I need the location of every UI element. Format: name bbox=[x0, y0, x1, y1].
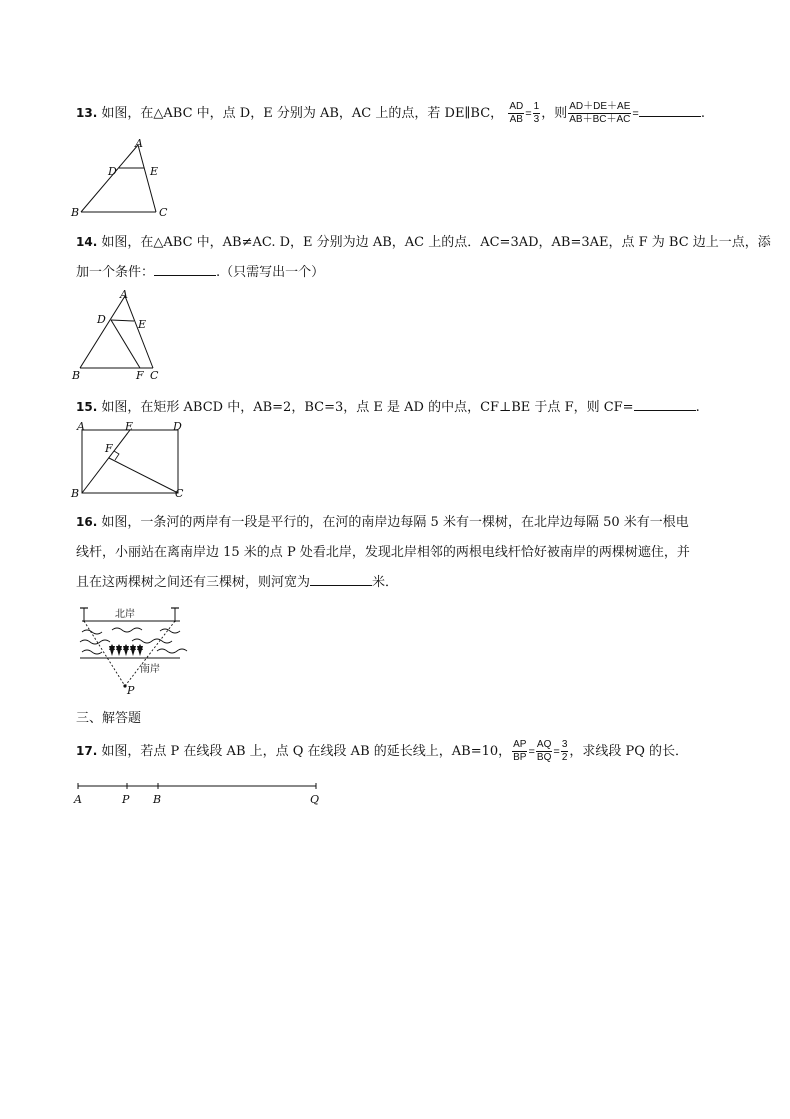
label-b: B bbox=[153, 793, 162, 806]
answer-blank[interactable] bbox=[310, 573, 372, 586]
rectangle-figure-15 bbox=[68, 418, 193, 500]
question-15: 15. 如图，在矩形 ABCD 中，AB=2，BC=3，点 E 是 AD 的中点，CF⊥BE 于点 F，则 CF= . bbox=[76, 400, 700, 415]
fraction-perimeter-ratio: $\frac{AD+DE+AE}{AB+BC+AC}$ bbox=[569, 101, 631, 125]
label-a: A bbox=[120, 288, 128, 301]
label-c: C bbox=[175, 487, 184, 500]
question-16 bbox=[76, 511, 689, 530]
question-text: 如图，在△ABC 中，点 D，E 分别为 AB，AC 上的点，若 DE∥BC， bbox=[101, 106, 504, 121]
question-14-line2: 加一个条件： .（只需写出一个） bbox=[76, 265, 325, 280]
question-13: 13. 如图，在△ABC 中，点 D，E 分别为 AB，AC 上的点，若 DE∥BC， $\frac{AD}{AB}$ = $\frac{1}{3}$ ，则 $\frac{AD+DE+AE}{AB+BC+AC}$ = . bbox=[76, 101, 705, 125]
fraction-three-halves: $\frac{3}{2}$ bbox=[561, 739, 568, 763]
label-d: D bbox=[108, 165, 117, 178]
label-q: Q bbox=[310, 793, 320, 806]
question-number: 14. bbox=[76, 235, 98, 249]
fraction-ap-bp: $\frac{AP}{BP}$ bbox=[513, 739, 527, 763]
question-14 bbox=[76, 231, 771, 250]
question-number: 16. bbox=[76, 515, 98, 529]
label-a: A bbox=[77, 420, 85, 433]
label-e: E bbox=[138, 318, 147, 331]
answer-blank[interactable] bbox=[154, 263, 216, 276]
label-c: C bbox=[150, 369, 159, 382]
fraction-one-third: $\frac{1}{3}$ bbox=[533, 101, 540, 125]
fraction-ad-ab: $\frac{AD}{AB}$ bbox=[509, 101, 524, 125]
river-figure-16 bbox=[72, 600, 192, 696]
label-b: B bbox=[72, 369, 81, 382]
label-a: A bbox=[74, 793, 82, 806]
question-text-line1: 如图，在△ABC 中，AB≠AC. D，E 分别为边 AB，AC 上的点．AC=3AD，AB=3AE，点 F 为 BC 边上一点，添 bbox=[101, 235, 771, 250]
fraction-aq-bq: $\frac{AQ}{BQ}$ bbox=[536, 739, 552, 763]
label-f: F bbox=[136, 369, 144, 382]
label-a: A bbox=[135, 137, 143, 150]
section-header: 三、解答题 bbox=[76, 711, 142, 726]
label-b: B bbox=[71, 487, 80, 500]
label-e: E bbox=[150, 165, 159, 178]
question-text: 如图，在矩形 ABCD 中，AB=2，BC=3，点 E 是 AD 的中点，CF⊥BE 于点 F，则 CF= bbox=[101, 400, 634, 415]
label-e: E bbox=[125, 420, 134, 433]
question-text: 如图，若点 P 在线段 AB 上，点 Q 在线段 AB 的延长线上，AB=10， bbox=[101, 744, 512, 759]
question-16-line2: 线杆，小丽站在离南岸边 15 米的点 P 处看北岸，发现北岸相邻的两根电线杆恰好被南岸的两棵树遮住，并 bbox=[76, 545, 690, 560]
label-south-bank: 南岸 bbox=[140, 664, 160, 675]
answer-blank[interactable] bbox=[639, 104, 701, 117]
label-b: B bbox=[71, 206, 80, 219]
question-number: 17. bbox=[76, 744, 98, 758]
label-p: P bbox=[122, 793, 130, 806]
answer-blank[interactable] bbox=[634, 398, 696, 411]
label-d: D bbox=[173, 420, 182, 433]
label-p: P bbox=[127, 684, 135, 697]
triangle-figure-13 bbox=[68, 138, 188, 220]
label-f: F bbox=[105, 442, 113, 455]
question-number: 15. bbox=[76, 400, 98, 414]
label-c: C bbox=[159, 206, 168, 219]
question-number: 13. bbox=[76, 106, 98, 120]
triangle-figure-14 bbox=[68, 288, 178, 384]
segment-figure-17 bbox=[70, 780, 330, 810]
label-d: D bbox=[97, 313, 106, 326]
question-16-line3: 且在这两棵树之间还有三棵树，则河宽为 米． bbox=[76, 575, 399, 590]
label-north-bank: 北岸 bbox=[115, 609, 135, 620]
question-text-line1: 如图，一条河的两岸有一段是平行的，在河的南岸边每隔 5 米有一棵树，在北岸边每隔 50 米有一根电 bbox=[101, 515, 689, 530]
question-17: 17. 如图，若点 P 在线段 AB 上，点 Q 在线段 AB 的延长线上，AB=10， $\frac{AP}{BP}$ = $\frac{AQ}{BQ}$ = $\frac{3}{2}$ ，求线段 PQ 的长． bbox=[76, 739, 689, 763]
